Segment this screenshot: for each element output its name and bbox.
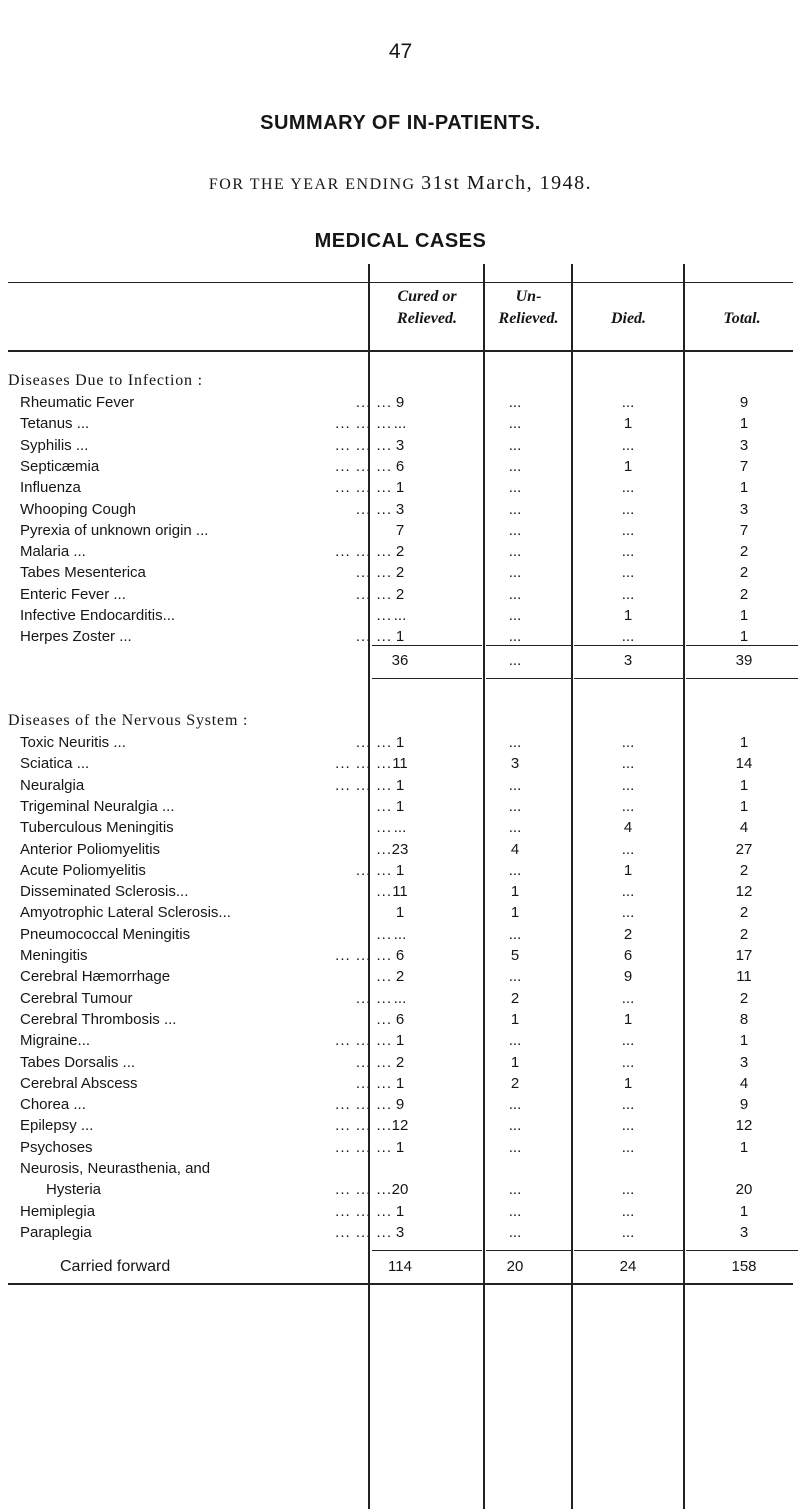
row-label: Trigeminal Neuralgia ... (20, 797, 175, 815)
cell-died: ... (621, 585, 635, 603)
row-label: Infective Endocarditis... (20, 607, 176, 624)
cell-cured: 1 (395, 776, 405, 794)
table-row (0, 753, 801, 774)
row-label: Neuralgia (20, 776, 85, 794)
cell-cured: 2 (395, 564, 405, 582)
cell-total: 7 (739, 457, 749, 475)
leader-dots: ... (376, 883, 392, 901)
cell-cured: ... (393, 989, 407, 1007)
carried-rule (372, 1250, 482, 1251)
col-header-un-line1: Un- (515, 288, 542, 305)
row-label: Whooping Cough (20, 500, 136, 518)
table-row (0, 562, 801, 583)
leader-dots: ... ... (355, 861, 392, 879)
cell-cured: 11 (392, 755, 408, 773)
cell-died: ... (621, 1202, 635, 1220)
cell-died: ... (621, 1223, 635, 1241)
row-label: Anterior Poliomyelitis (20, 840, 161, 858)
table-row (0, 456, 801, 477)
cell-died: ... (621, 904, 635, 922)
cell-cured: 2 (395, 585, 405, 603)
cell-died: ... (621, 797, 635, 815)
cell-died: ... (621, 628, 635, 646)
table-row (0, 1137, 801, 1158)
row-label: Disseminated Sclerosis... (20, 883, 189, 901)
cell-died: 3 (623, 652, 633, 669)
row-label: Psychoses (20, 1138, 93, 1156)
cell-cured: ... (393, 819, 407, 837)
cell-total: 3 (739, 1223, 749, 1241)
cell-unrelieved: ... (508, 1138, 522, 1156)
cell-cured: 36 (391, 652, 409, 669)
cell-unrelieved: ... (508, 1181, 522, 1199)
cell-total: 1 (739, 797, 749, 815)
cell-cured: 12 (391, 1117, 409, 1135)
row-label: Rheumatic Fever (20, 394, 135, 411)
cell-unrelieved: ... (508, 500, 522, 518)
table-row (0, 732, 801, 753)
cell-died: ... (621, 436, 635, 454)
row-label: Septicæmia (20, 457, 100, 475)
leader-dots: ... ... (355, 500, 392, 518)
leader-dots: ... ... ... (335, 415, 392, 433)
table-row (0, 860, 801, 881)
document-title: SUMMARY OF IN-PATIENTS. (260, 112, 541, 134)
leader-dots: ... ... (355, 734, 392, 751)
cell-died: ... (621, 1138, 635, 1156)
table-row (0, 435, 801, 456)
row-label: Paraplegia (20, 1223, 92, 1241)
cell-unrelieved: ... (508, 415, 522, 433)
leader-dots: ... ... ... (335, 1096, 392, 1114)
cell-unrelieved: 1 (510, 1053, 520, 1071)
table-row (0, 1094, 801, 1115)
cell-unrelieved: ... (508, 479, 522, 497)
leader-dots: ... ... (355, 1074, 392, 1092)
cell-total: 11 (736, 968, 752, 986)
cell-unrelieved: ... (508, 1117, 522, 1135)
cell-died: ... (621, 521, 635, 539)
subtitle-prefix: FOR THE YEAR ENDING (208, 176, 422, 193)
cell-total: 1 (739, 1032, 749, 1050)
cell-unrelieved: ... (508, 797, 522, 815)
leader-dots: ... ... ... (335, 1202, 392, 1220)
subtotal-rule (686, 645, 798, 646)
table-row (0, 392, 801, 413)
leader-dots: ... ... (355, 564, 392, 582)
cell-died: 9 (623, 968, 633, 986)
table-row (0, 924, 801, 945)
cell-died: ... (621, 1032, 635, 1050)
cell-total: 4 (739, 819, 749, 837)
table-row (0, 817, 801, 838)
leader-dots: ... ... (355, 989, 392, 1007)
row-label: Malaria ... (20, 543, 86, 561)
cell-cured: 114 (388, 1258, 412, 1275)
cell-unrelieved: ... (508, 628, 522, 646)
table-row (0, 1030, 801, 1051)
cell-cured: 1 (395, 1202, 405, 1220)
row-label: Sciatica ... (20, 755, 90, 773)
cell-unrelieved: ... (508, 1223, 522, 1241)
cell-died: ... (621, 543, 635, 561)
table-row (0, 902, 801, 923)
cell-unrelieved: 1 (510, 1010, 520, 1028)
table-row (0, 499, 801, 520)
cell-died: ... (621, 500, 635, 518)
leader-dots: ... (376, 1010, 392, 1028)
cell-died: ... (621, 1096, 635, 1114)
cell-unrelieved: ... (508, 925, 522, 943)
cell-died: ... (621, 755, 635, 773)
cell-died: ... (621, 564, 635, 582)
subtotal-rule (486, 645, 571, 646)
cell-died: 4 (623, 819, 633, 837)
leader-dots: ... ... ... (335, 457, 392, 475)
cell-unrelieved: 1 (510, 883, 520, 901)
cell-cured: 1 (395, 734, 405, 751)
cell-total: 9 (739, 394, 749, 411)
table-row (0, 966, 801, 987)
cell-died: 24 (619, 1258, 637, 1275)
page-number: 47 (388, 40, 413, 63)
row-label: Migraine... (20, 1032, 91, 1050)
col-header-un-line2: Relieved. (498, 310, 559, 327)
table-row (0, 413, 801, 434)
cell-unrelieved: ... (508, 861, 522, 879)
cell-died: 2 (623, 925, 633, 943)
col-header-died: Died. (610, 310, 647, 327)
cell-died: 6 (623, 947, 633, 964)
cell-cured: 1 (395, 797, 405, 815)
cell-total: 2 (739, 989, 749, 1007)
cell-unrelieved: ... (508, 734, 522, 751)
table-row (0, 605, 801, 626)
table-row (0, 1052, 801, 1073)
row-label: Hemiplegia (20, 1202, 96, 1220)
cell-died: ... (621, 776, 635, 794)
col-header-total: Total. (723, 310, 761, 327)
carried-forward-label: Carried forward (60, 1258, 171, 1275)
cell-cured: 11 (392, 883, 408, 901)
cell-cured: 3 (395, 500, 405, 518)
cell-total: 3 (739, 436, 749, 454)
cell-total: 27 (735, 840, 753, 858)
subtotal-bottom-rule (574, 678, 683, 679)
cell-died: ... (621, 1181, 635, 1199)
cell-cured: 6 (395, 1010, 405, 1028)
row-label: Syphilis ... (20, 436, 89, 454)
document-subtitle (0, 172, 801, 195)
cell-unrelieved: 4 (510, 840, 520, 858)
cell-unrelieved: 3 (510, 755, 520, 773)
cell-cured: ... (393, 925, 407, 943)
cell-unrelieved: ... (508, 1202, 522, 1220)
cell-cured: 3 (395, 436, 405, 454)
row-label: Tabes Mesenterica (20, 564, 146, 582)
cell-cured: 1 (395, 904, 405, 922)
cell-cured: 1 (395, 1138, 405, 1156)
cell-total: 158 (731, 1258, 757, 1275)
cell-cured: 6 (395, 947, 405, 964)
cell-unrelieved: 2 (510, 989, 520, 1007)
cell-total: 3 (739, 500, 749, 518)
col-header-cured (372, 286, 482, 330)
cell-total: 1 (739, 1138, 749, 1156)
table-row (0, 541, 801, 562)
cell-died: ... (621, 1053, 635, 1071)
cell-total: 1 (739, 607, 749, 624)
cell-total: 7 (739, 521, 749, 539)
leader-dots: ... ... ... (335, 1032, 392, 1050)
cell-unrelieved: ... (508, 585, 522, 603)
carried-rule (574, 1250, 683, 1251)
table-row (0, 1201, 801, 1222)
cell-total: 12 (735, 1117, 753, 1135)
table-top-rule (8, 282, 793, 283)
leader-dots: ... ... ... (335, 755, 392, 773)
table-row (0, 1115, 801, 1136)
cell-unrelieved: ... (508, 1096, 522, 1114)
table-row (0, 945, 801, 966)
leader-dots: ... (376, 797, 392, 815)
cell-died: 1 (623, 415, 633, 433)
row-label: Epilepsy ... (20, 1117, 94, 1135)
table-row (0, 775, 801, 796)
leader-dots: ... (376, 925, 392, 943)
carried-forward-row (0, 1256, 801, 1278)
cell-died: ... (621, 1117, 635, 1135)
cell-total: 1 (739, 776, 749, 794)
subtotal-rule (372, 645, 482, 646)
row-label: Pneumococcal Meningitis (20, 925, 191, 943)
cell-total: 39 (735, 652, 753, 669)
subtitle-date: 31st March, 1948. (421, 172, 593, 194)
table-row (0, 1222, 801, 1243)
cell-unrelieved: 1 (510, 904, 520, 922)
cell-total: 17 (735, 947, 753, 964)
cell-cured: 9 (395, 1096, 405, 1114)
table-row (0, 839, 801, 860)
cell-died: 1 (623, 457, 633, 475)
row-label: Acute Poliomyelitis (20, 861, 146, 879)
cell-total: 20 (735, 1181, 753, 1199)
cell-died: 1 (623, 1074, 633, 1092)
group-heading: Diseases Due to Infection : (8, 372, 203, 389)
cell-total: 2 (739, 585, 749, 603)
leader-dots: ... ... (355, 585, 392, 603)
subtotal-bottom-rule (372, 678, 482, 679)
cell-unrelieved: 2 (510, 1074, 520, 1092)
table-row (0, 1158, 801, 1179)
table-row (0, 1009, 801, 1030)
cell-cured: 1 (395, 861, 405, 879)
leader-dots: ... ... ... (335, 1138, 392, 1156)
row-label: Chorea ... (20, 1096, 86, 1114)
table-bottom-rule (8, 1283, 793, 1285)
group-heading: Diseases of the Nervous System : (8, 712, 249, 729)
row-label: Influenza (20, 479, 81, 497)
cell-cured: 23 (391, 840, 409, 858)
cell-cured: 1 (395, 628, 405, 646)
cell-cured: 2 (395, 968, 405, 986)
row-label: Cerebral Tumour (20, 989, 133, 1007)
cell-cured: 1 (395, 1074, 405, 1092)
col-header-unrelieved (486, 286, 571, 330)
leader-dots: ... ... (355, 628, 392, 646)
carried-rule (486, 1250, 571, 1251)
leader-dots: ... (376, 607, 392, 624)
row-label: Tuberculous Meningitis (20, 819, 174, 837)
row-label: Neurosis, Neurasthenia, and (20, 1160, 211, 1177)
leader-dots: ... ... ... (335, 1117, 392, 1135)
cell-total: 12 (735, 883, 753, 901)
table-row (0, 1179, 801, 1200)
cell-died: ... (621, 883, 635, 901)
cell-total: 2 (739, 861, 749, 879)
cell-total: 3 (739, 1053, 749, 1071)
cell-died: ... (621, 989, 635, 1007)
cell-cured: 2 (395, 543, 405, 561)
cell-cured: 9 (395, 394, 405, 411)
leader-dots: ... (376, 968, 392, 986)
row-label: Herpes Zoster ... (20, 628, 132, 646)
leader-dots: ... ... ... (335, 776, 392, 794)
row-label: Enteric Fever ... (20, 585, 126, 603)
cell-died: ... (621, 840, 635, 858)
cell-cured: ... (393, 607, 407, 624)
cell-unrelieved: ... (508, 521, 522, 539)
cell-cured: 20 (391, 1181, 409, 1199)
row-label: Pyrexia of unknown origin ... (20, 521, 209, 539)
row-label: Tetanus ... (20, 415, 90, 433)
table-row (0, 1073, 801, 1094)
cell-died: 1 (623, 861, 633, 879)
cell-cured: 1 (395, 479, 405, 497)
cell-cured: 2 (395, 1053, 405, 1071)
row-label: Cerebral Thrombosis ... (20, 1010, 177, 1028)
leader-dots: ... (376, 840, 392, 858)
table-row (0, 881, 801, 902)
subtotal-bottom-rule (686, 678, 798, 679)
cell-unrelieved: ... (508, 436, 522, 454)
leader-dots: ... ... (355, 1053, 392, 1071)
cell-total: 1 (739, 734, 749, 751)
table-row (0, 584, 801, 605)
cell-died: ... (621, 394, 635, 411)
cell-cured: 6 (395, 457, 405, 475)
col-header-cured-line1: Cured or (397, 288, 457, 305)
row-label: Hysteria (46, 1181, 102, 1199)
leader-dots: ... ... ... (335, 1223, 392, 1241)
table-row (0, 477, 801, 498)
table-row (0, 520, 801, 541)
cell-total: 4 (739, 1074, 749, 1092)
cell-total: 14 (735, 755, 753, 773)
cell-total: 2 (739, 925, 749, 943)
section-title: MEDICAL CASES (314, 230, 487, 252)
cell-total: 2 (739, 904, 749, 922)
cell-unrelieved: ... (508, 1032, 522, 1050)
cell-unrelieved: ... (508, 776, 522, 794)
cell-total: 2 (739, 543, 749, 561)
cell-unrelieved: ... (508, 457, 522, 475)
cell-cured: ... (393, 415, 407, 433)
table-row (0, 988, 801, 1009)
row-label: Cerebral Abscess (20, 1074, 138, 1092)
leader-dots: ... ... (355, 394, 392, 411)
row-label: Toxic Neuritis ... (20, 734, 126, 751)
cell-cured: 3 (395, 1223, 405, 1241)
row-label: Tabes Dorsalis ... (20, 1053, 136, 1071)
cell-unrelieved: ... (508, 819, 522, 837)
col-header-cured-line2: Relieved. (397, 310, 457, 327)
cell-unrelieved: ... (508, 394, 522, 411)
row-label: Meningitis (20, 947, 88, 964)
cell-died: ... (621, 479, 635, 497)
carried-rule (686, 1250, 798, 1251)
cell-total: 1 (739, 415, 749, 433)
cell-cured: 7 (395, 521, 405, 539)
cell-unrelieved: ... (508, 968, 522, 986)
cell-unrelieved: ... (508, 564, 522, 582)
cell-died: ... (621, 734, 635, 751)
leader-dots: ... ... ... (335, 436, 392, 454)
cell-unrelieved: ... (508, 607, 522, 624)
cell-total: 8 (739, 1010, 749, 1028)
row-label: Amyotrophic Lateral Sclerosis... (20, 904, 231, 922)
cell-unrelieved: ... (508, 652, 522, 669)
cell-unrelieved: ... (508, 543, 522, 561)
header-bottom-rule (8, 350, 793, 352)
cell-total: 2 (739, 564, 749, 582)
subtotal-rule (574, 645, 683, 646)
cell-died: 1 (623, 607, 633, 624)
subtotal-bottom-rule (486, 678, 571, 679)
row-label: Cerebral Hæmorrhage (20, 968, 171, 986)
leader-dots: ... ... ... (335, 479, 392, 497)
table-row (0, 796, 801, 817)
cell-died: 1 (623, 1010, 633, 1028)
cell-total: 1 (739, 628, 749, 646)
leader-dots: ... ... ... (335, 947, 392, 964)
leader-dots: ... (376, 819, 392, 837)
subtotal-row (0, 650, 801, 672)
cell-total: 1 (739, 479, 749, 497)
cell-unrelieved: 5 (510, 947, 520, 964)
cell-unrelieved: 20 (506, 1258, 524, 1275)
cell-total: 9 (739, 1096, 749, 1114)
cell-total: 1 (739, 1202, 749, 1220)
leader-dots: ... ... ... (335, 1181, 392, 1199)
leader-dots: ... ... ... (335, 543, 392, 561)
cell-cured: 1 (395, 1032, 405, 1050)
